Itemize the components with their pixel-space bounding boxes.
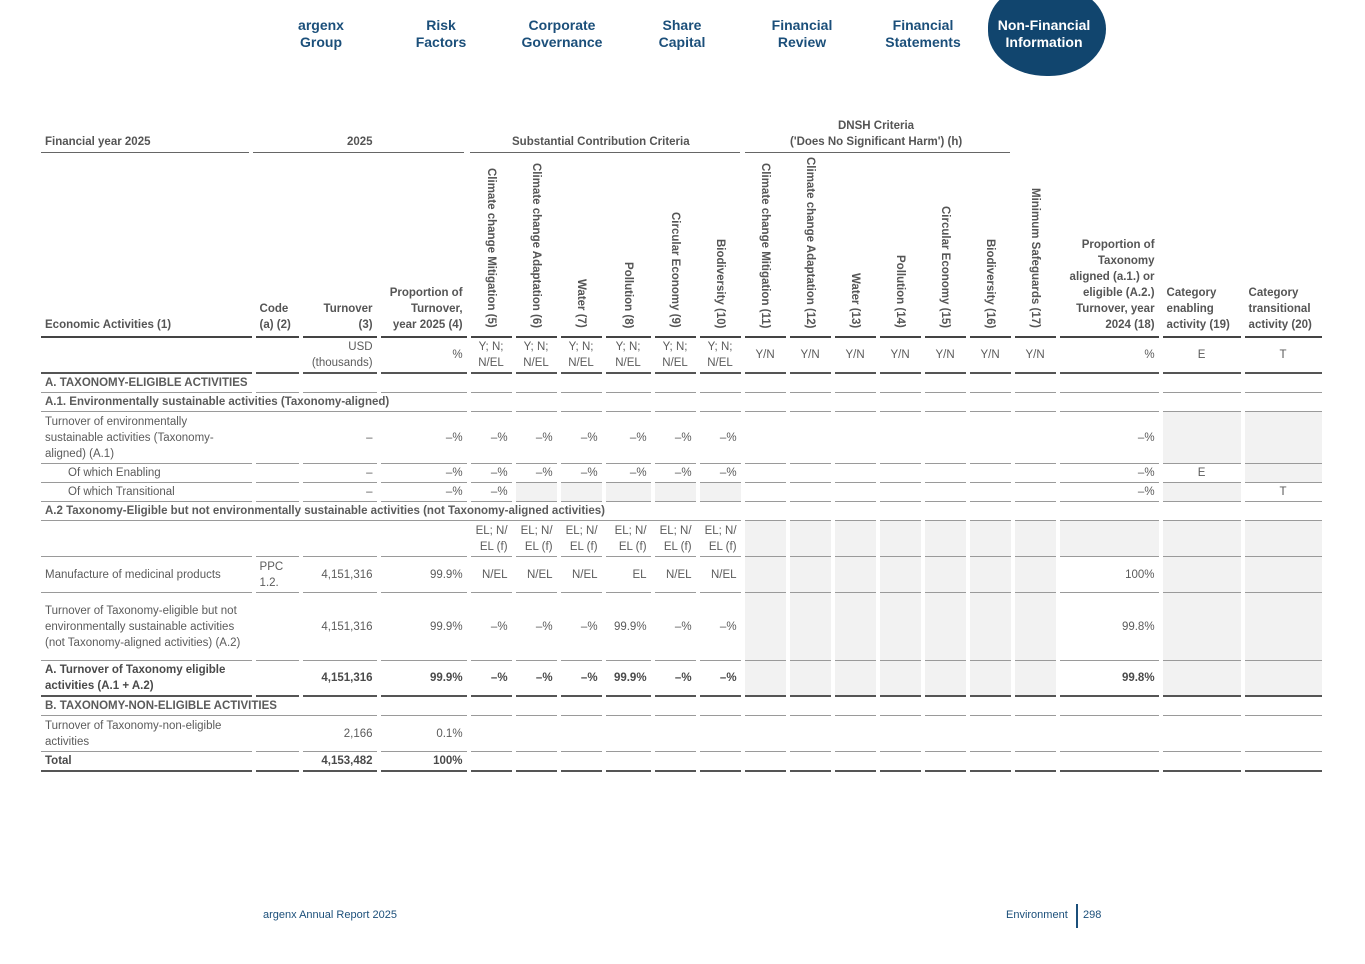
col-header-minimum-safeguards: Minimum Safeguards (17)	[1015, 154, 1056, 338]
cell-code: PPC 1.2.	[256, 557, 299, 593]
unit-a2: EL; N/ EL (f)	[471, 521, 512, 557]
table-row	[41, 716, 1322, 752]
row-label: Total	[41, 752, 252, 772]
cell-sc: –%	[516, 593, 557, 661]
unit-proportion-2024: %	[1060, 338, 1159, 374]
cell-proportion-2024: 100%	[1060, 557, 1159, 593]
unit-sc: Y; N; N/EL	[700, 338, 741, 374]
col-header-dnsh-pollution: Pollution (14)	[880, 154, 921, 338]
cell-sc: –%	[471, 593, 512, 661]
table-row	[41, 374, 1322, 393]
cell-proportion-2024: –%	[1060, 464, 1159, 483]
nav-corporate-governance[interactable]	[512, 17, 612, 51]
section-a1-heading: A.1. Environmentally sustainable activities (Taxonomy-aligned)	[41, 393, 467, 412]
table-row	[41, 412, 1322, 464]
cell-transitional: T	[1245, 483, 1322, 502]
nav-non-financial-information[interactable]	[994, 17, 1094, 51]
col-header-dnsh-biodiversity: Biodiversity (16)	[970, 154, 1011, 338]
financial-year-label: Financial year 2025	[45, 136, 151, 148]
col-header-sc-mitigation: Climate change Mitigation (5)	[471, 154, 512, 338]
cell-sc: –%	[561, 464, 602, 483]
col-header-sc-biodiversity: Biodiversity (10)	[700, 154, 741, 338]
cell-sc: –%	[471, 464, 512, 483]
taxonomy-turnover-table	[37, 154, 1326, 772]
unit-a2: EL; N/ EL (f)	[700, 521, 741, 557]
cell-sc: N/EL	[700, 557, 741, 593]
col-header-enabling: Category enabling activity (19)	[1163, 154, 1241, 338]
unit-proportion: %	[381, 338, 467, 374]
table-row	[41, 593, 1322, 661]
cell-sc: –%	[471, 661, 512, 697]
cell-sc: –%	[516, 661, 557, 697]
nav-financial-review[interactable]	[752, 17, 852, 51]
cell-enabling: E	[1163, 464, 1241, 483]
cell-sc: –%	[516, 412, 557, 464]
footer-divider	[1076, 904, 1078, 928]
unit-dnsh: Y/N	[970, 338, 1011, 374]
cell-sc: –%	[700, 412, 741, 464]
cell-sc: –%	[700, 661, 741, 697]
substantial-contribution-label: Substantial Contribution Criteria	[512, 136, 690, 148]
col-header-dnsh-mitigation: Climate change Mitigation (11)	[745, 154, 786, 338]
cell-sc: EL	[606, 557, 651, 593]
cell-proportion-2024: –%	[1060, 412, 1159, 464]
cell-sc: –%	[655, 593, 696, 661]
table-row	[41, 393, 1322, 412]
divider	[41, 152, 249, 153]
section-a2-heading: A.2 Taxonomy-Eligible but not environmentally sustainable activities (not Taxonomy-aligned activities)	[41, 502, 741, 521]
cell-turnover: –	[303, 483, 377, 502]
nav-label-line2: Group	[300, 34, 342, 50]
col-header-code: Code (a) (2)	[256, 154, 299, 338]
table-row	[41, 557, 1322, 593]
nav-label-line1: Financial	[892, 17, 954, 33]
row-label: A. Turnover of Taxonomy eligible activities (A.1 + A.2)	[41, 661, 252, 697]
top-navigation	[0, 0, 1365, 80]
col-header-sc-pollution: Pollution (8)	[606, 154, 651, 338]
table-row	[41, 502, 1322, 521]
cell-sc: –%	[471, 483, 512, 502]
table-row	[41, 697, 1322, 716]
unit-sc: Y; N; N/EL	[516, 338, 557, 374]
unit-dnsh: Y/N	[835, 338, 876, 374]
col-header-sc-circular: Circular Economy (9)	[655, 154, 696, 338]
row-label: Manufacture of medicinal products	[41, 557, 252, 593]
cell-sc: –%	[561, 593, 602, 661]
table-row	[41, 661, 1322, 697]
table-row	[41, 464, 1322, 483]
cell-sc: –%	[606, 464, 651, 483]
unit-a2: EL; N/ EL (f)	[516, 521, 557, 557]
cell-sc: –%	[700, 593, 741, 661]
cell-sc: N/EL	[516, 557, 557, 593]
units-row	[41, 338, 1322, 374]
unit-dnsh: Y/N	[745, 338, 786, 374]
cell-proportion: 99.9%	[381, 593, 467, 661]
nav-argenx-group[interactable]	[271, 17, 371, 51]
col-header-dnsh-water: Water (13)	[835, 154, 876, 338]
report-name: argenx Annual Report 2025	[263, 909, 397, 921]
col-header-dnsh-adaptation: Climate change Adaptation (12)	[790, 154, 831, 338]
cell-proportion: 100%	[381, 752, 467, 772]
unit-transitional: T	[1245, 338, 1322, 374]
cell-turnover: –	[303, 464, 377, 483]
row-label: Turnover of environmentally sustainable activities (Taxonomy-aligned) (A.1)	[41, 412, 252, 464]
cell-sc: N/EL	[561, 557, 602, 593]
table-row	[41, 752, 1322, 772]
col-header-transitional: Category transitional activity (20)	[1245, 154, 1322, 338]
divider	[745, 152, 1010, 153]
cell-sc: –%	[700, 464, 741, 483]
year-label: 2025	[347, 136, 373, 148]
unit-a2: EL; N/ EL (f)	[606, 521, 651, 557]
cell-proportion-2024: 99.8%	[1060, 661, 1159, 697]
nav-label-line1: Corporate	[528, 17, 596, 33]
divider	[253, 152, 464, 153]
nav-label-line1: argenx	[298, 17, 344, 33]
cell-proportion: 0.1%	[381, 716, 467, 752]
dnsh-label: DNSH Criteria	[838, 120, 915, 132]
cell-proportion: –%	[381, 412, 467, 464]
col-header-sc-water: Water (7)	[561, 154, 602, 338]
col-header-turnover: Turnover (3)	[303, 154, 377, 338]
nav-label-line2: Statements	[885, 34, 961, 50]
row-label: Of which Enabling	[41, 464, 252, 483]
nav-label-line1: Share	[662, 17, 702, 33]
nav-financial-statements[interactable]	[873, 17, 973, 51]
cell-proportion: –%	[381, 464, 467, 483]
col-header-proportion-2024: Proportion of Taxonomy aligned (a.1.) or eligible (A.2.) Turnover, year 2024 (18)	[1060, 154, 1159, 338]
cell-proportion: 99.9%	[381, 557, 467, 593]
cell-turnover: 2,166	[303, 716, 377, 752]
unit-a2: EL; N/ EL (f)	[561, 521, 602, 557]
unit-turnover: USD (thousands)	[303, 338, 377, 374]
unit-dnsh: Y/N	[790, 338, 831, 374]
cell-sc: –%	[655, 661, 696, 697]
column-header-row	[41, 154, 1322, 338]
cell-sc: 99.9%	[606, 661, 651, 697]
cell-sc: –%	[561, 661, 602, 697]
unit-enabling: E	[1163, 338, 1241, 374]
nav-label-line1: Financial	[771, 17, 833, 33]
cell-sc: –%	[516, 464, 557, 483]
section-name[interactable]: Environment	[1006, 909, 1068, 921]
cell-proportion: 99.9%	[381, 661, 467, 697]
nav-label-line2: Review	[777, 34, 827, 50]
cell-turnover: 4,151,316	[303, 593, 377, 661]
nav-label-line2: Capital	[658, 34, 706, 50]
nav-label-line1: Risk	[426, 17, 456, 33]
unit-dnsh: Y/N	[925, 338, 966, 374]
cell-sc: 99.9%	[606, 593, 651, 661]
unit-sc: Y; N; N/EL	[471, 338, 512, 374]
cell-sc: –%	[655, 412, 696, 464]
nav-risk-factors[interactable]	[391, 17, 491, 51]
cell-turnover: –	[303, 412, 377, 464]
nav-label-line2: Factors	[415, 34, 467, 50]
row-label: Turnover of Taxonomy-non-eligible activities	[41, 716, 252, 752]
cell-proportion-2024: –%	[1060, 483, 1159, 502]
unit-dnsh: Y/N	[880, 338, 921, 374]
nav-share-capital[interactable]	[632, 17, 732, 51]
section-a-heading: A. TAXONOMY-ELIGIBLE ACTIVITIES	[41, 374, 252, 393]
cell-sc: –%	[561, 412, 602, 464]
cell-turnover: 4,151,316	[303, 557, 377, 593]
cell-proportion: –%	[381, 483, 467, 502]
unit-sc: Y; N; N/EL	[655, 338, 696, 374]
col-header-sc-adaptation: Climate change Adaptation (6)	[516, 154, 557, 338]
unit-sc: Y; N; N/EL	[606, 338, 651, 374]
col-header-proportion: Proportion of Turnover, year 2025 (4)	[381, 154, 467, 338]
dnsh-sublabel: ('Does No Significant Harm') (h)	[790, 136, 963, 148]
table-row	[41, 483, 1322, 502]
cell-sc: –%	[655, 464, 696, 483]
cell-sc: N/EL	[471, 557, 512, 593]
cell-proportion-2024: 99.8%	[1060, 593, 1159, 661]
col-header-activities: Economic Activities (1)	[41, 154, 252, 338]
cell-sc: N/EL	[655, 557, 696, 593]
row-label: Turnover of Taxonomy-eligible but not environmentally sustainable activities (not Taxonomy-aligned activities) (A.2)	[41, 593, 252, 661]
nav-label-line2: Information	[1005, 34, 1083, 50]
section-b-heading: B. TAXONOMY-NON-ELIGIBLE ACTIVITIES	[41, 697, 377, 716]
row-label: Of which Transitional	[41, 483, 252, 502]
col-header-dnsh-circular: Circular Economy (15)	[925, 154, 966, 338]
unit-sc: Y; N; N/EL	[561, 338, 602, 374]
nav-label-line2: Governance	[521, 34, 603, 50]
unit-dnsh: Y/N	[1015, 338, 1056, 374]
divider	[470, 152, 740, 153]
cell-turnover: 4,153,482	[303, 752, 377, 772]
page-number: 298	[1083, 909, 1102, 921]
cell-sc: –%	[606, 412, 651, 464]
nav-label-line1: Non-Financial	[997, 17, 1091, 33]
cell-turnover: 4,151,316	[303, 661, 377, 697]
table-row	[41, 521, 1322, 557]
cell-sc: –%	[471, 412, 512, 464]
unit-a2: EL; N/ EL (f)	[655, 521, 696, 557]
